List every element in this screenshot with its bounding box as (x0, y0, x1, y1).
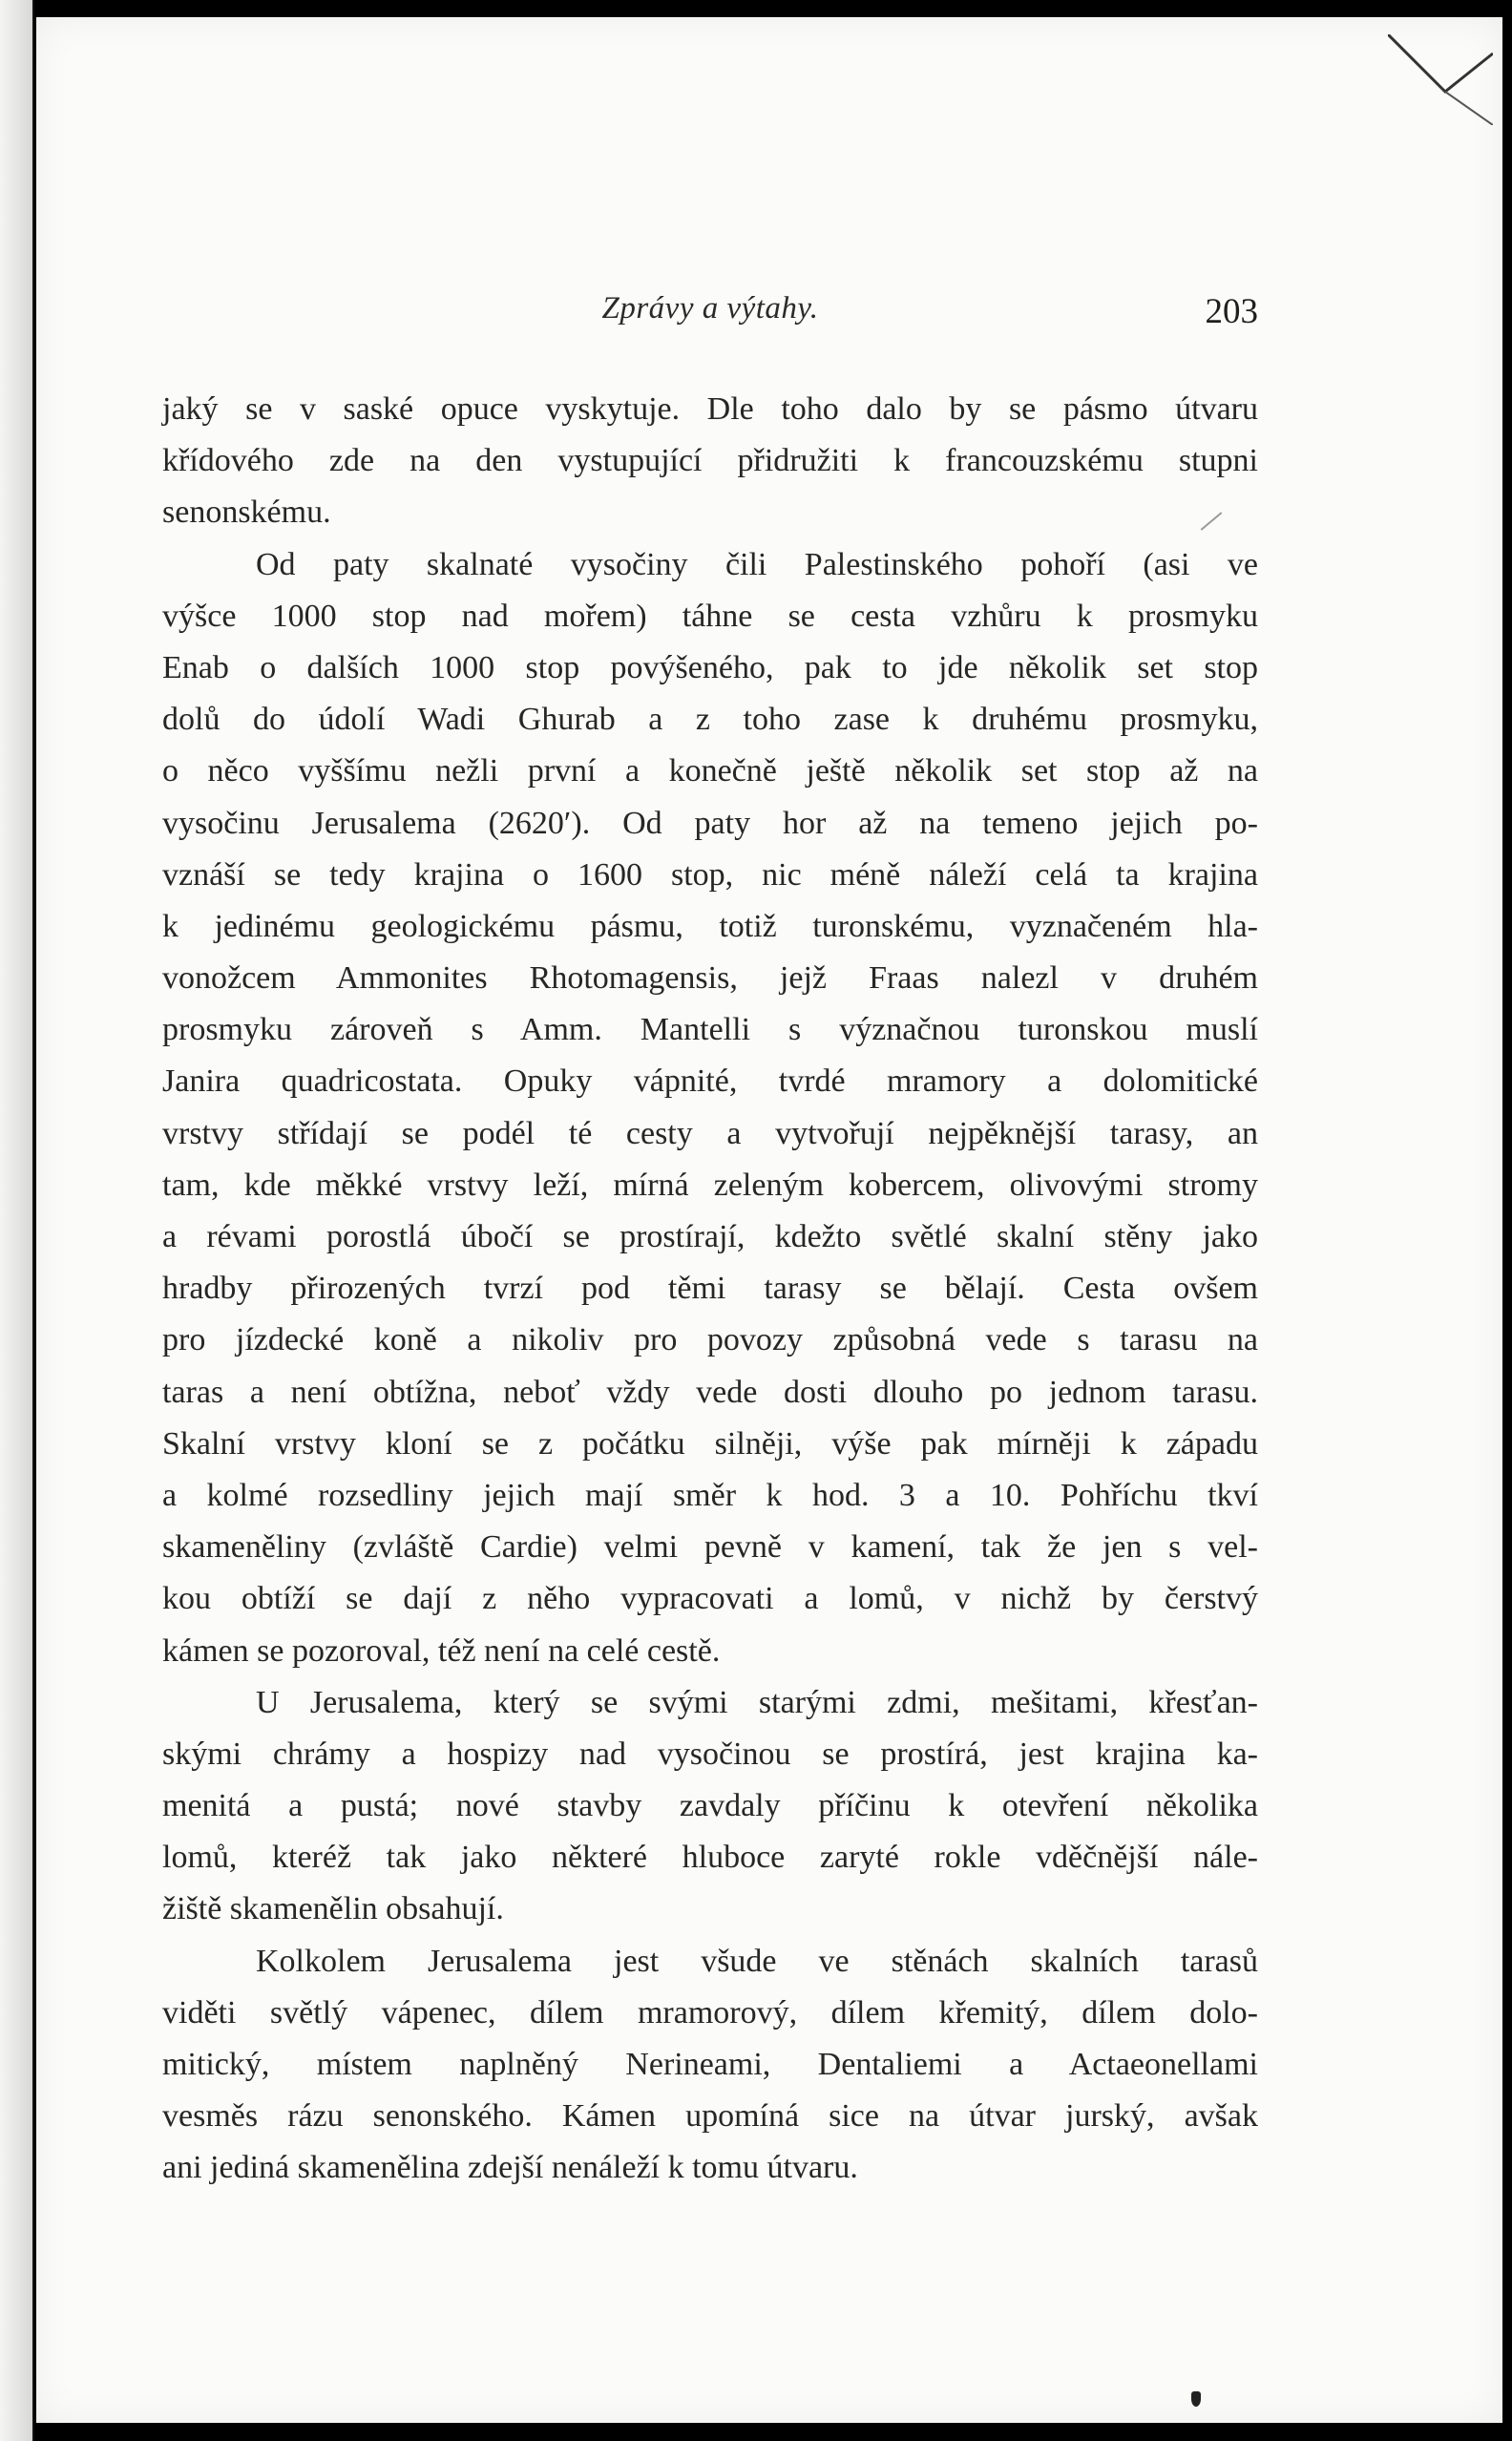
text-line: prosmyku zároveň s Amm. Mantelli s význačnou turonskou muslí (162, 1012, 1258, 1048)
text-line: menitá a pustá; nové stavby zavdaly příčinu k otevření několika (162, 1788, 1258, 1824)
text-line: vesměs rázu senonského. Kámen upomíná sice na útvar jurský, avšak (162, 2098, 1258, 2135)
text-line: Kolkolem Jerusalema jest všude ve stěnách skalních tarasů (256, 1943, 1258, 1979)
text-line: kámen se pozoroval, též není na celé cestě. (162, 1632, 721, 1669)
text-line: Enab o dalších 1000 stop povýšeného, pak to jde několik set stop (162, 649, 1258, 685)
text-line: vysočinu Jerusalema (2620′). Od paty hor až na temeno jejich po- (162, 805, 1258, 841)
text-line: senonskému. (162, 495, 331, 531)
text-line: mitický, místem naplněný Nerineami, Dentaliemi a Actaeonellami (162, 2047, 1258, 2082)
text-line: vrstvy střídají se podél té cesty a vytvořují nejpěknější tarasy, an (162, 1115, 1258, 1151)
text-line: a kolmé rozsedliny jejich mají směr k hod. 3 a 10. Pohříchu tkví (162, 1477, 1258, 1513)
text-line: žiště skamenělin obsahují. (162, 1891, 504, 1927)
text-line: vonožcem Ammonites Rhotomagensis, jejž Fraas nalezl v druhém (162, 960, 1258, 997)
text-line: křídového zde na den vystupující přidružiti k francouzskému stupni (162, 443, 1258, 479)
text-line: tam, kde měkké vrstvy leží, mírná zeleným kobercem, olivovými stromy (162, 1167, 1258, 1203)
text-line: skými chrámy a hospizy nad vysočinou se prostírá, jest krajina ka- (162, 1736, 1258, 1772)
page-number: 203 (1205, 292, 1258, 331)
text-line: Janira quadricostata. Opuky vápnité, tvrdé mramory a dolomitické (162, 1063, 1258, 1100)
text-line: vznáší se tedy krajina o 1600 stop, nic méně náleží celá ta krajina (162, 856, 1258, 893)
text-line: dolů do údolí Wadi Ghurab a z toho zase k druhému prosmyku, (162, 702, 1258, 738)
text-line: k jedinému geologickému pásmu, totiž turonskému, vyznačeném hla- (162, 908, 1258, 944)
text-line: Od paty skalnaté vysočiny čili Palestinského pohoří (asi ve (256, 546, 1258, 582)
text-line: jaký se v saské opuce vyskytuje. Dle toho dalo by se pásmo útvaru (162, 391, 1258, 427)
text-line: a révami porostlá úbočí se prostírají, kdežto světlé skalní stěny jako (162, 1219, 1258, 1254)
text-line: pro jízdecké koně a nikoliv pro povozy způsobná vede s tarasu na (162, 1322, 1258, 1358)
ink-blot (1191, 2391, 1201, 2407)
text-line: Skalní vrstvy kloní se z počátku silněji, výše pak mírněji k západu (162, 1425, 1258, 1462)
text-line: kou obtíží se dají z něho vypracovati a lomů, v nichž by čerstvý (162, 1581, 1258, 1617)
text-line: výšce 1000 stop nad mořem) táhne se cesta vzhůru k prosmyku (162, 598, 1258, 634)
running-title: Zprávy a výtahy. (601, 291, 819, 326)
adjacent-page-edge (0, 0, 34, 2441)
text-line: ani jediná skamenělina zdejší nenáleží k tomu útvaru. (162, 2150, 858, 2186)
text-line: taras a není obtížna, neboť vždy vede dosti dlouho po jednom tarasu. (162, 1374, 1258, 1410)
text-line: lomů, kteréž tak jako některé hluboce zaryté rokle vděčnější nále- (162, 1840, 1258, 1876)
corner-fold-mark (1388, 34, 1493, 125)
text-line: hradby přirozených tvrzí pod těmi tarasy se bělají. Cesta ovšem (162, 1271, 1258, 1307)
text-line: skameněliny (zvláště Cardie) velmi pevně v kamení, tak že jen s vel- (162, 1529, 1258, 1566)
text-line: o něco vyššímu nežli první a konečně ještě několik set stop až na (162, 753, 1258, 789)
body-text (162, 384, 1258, 2195)
text-line: U Jerusalema, který se svými starými zdmi, mešitami, křesťan- (256, 1684, 1258, 1720)
text-line: viděti světlý vápenec, dílem mramorový, dílem křemitý, dílem dolo- (162, 1994, 1258, 2031)
page-header (162, 291, 1258, 339)
